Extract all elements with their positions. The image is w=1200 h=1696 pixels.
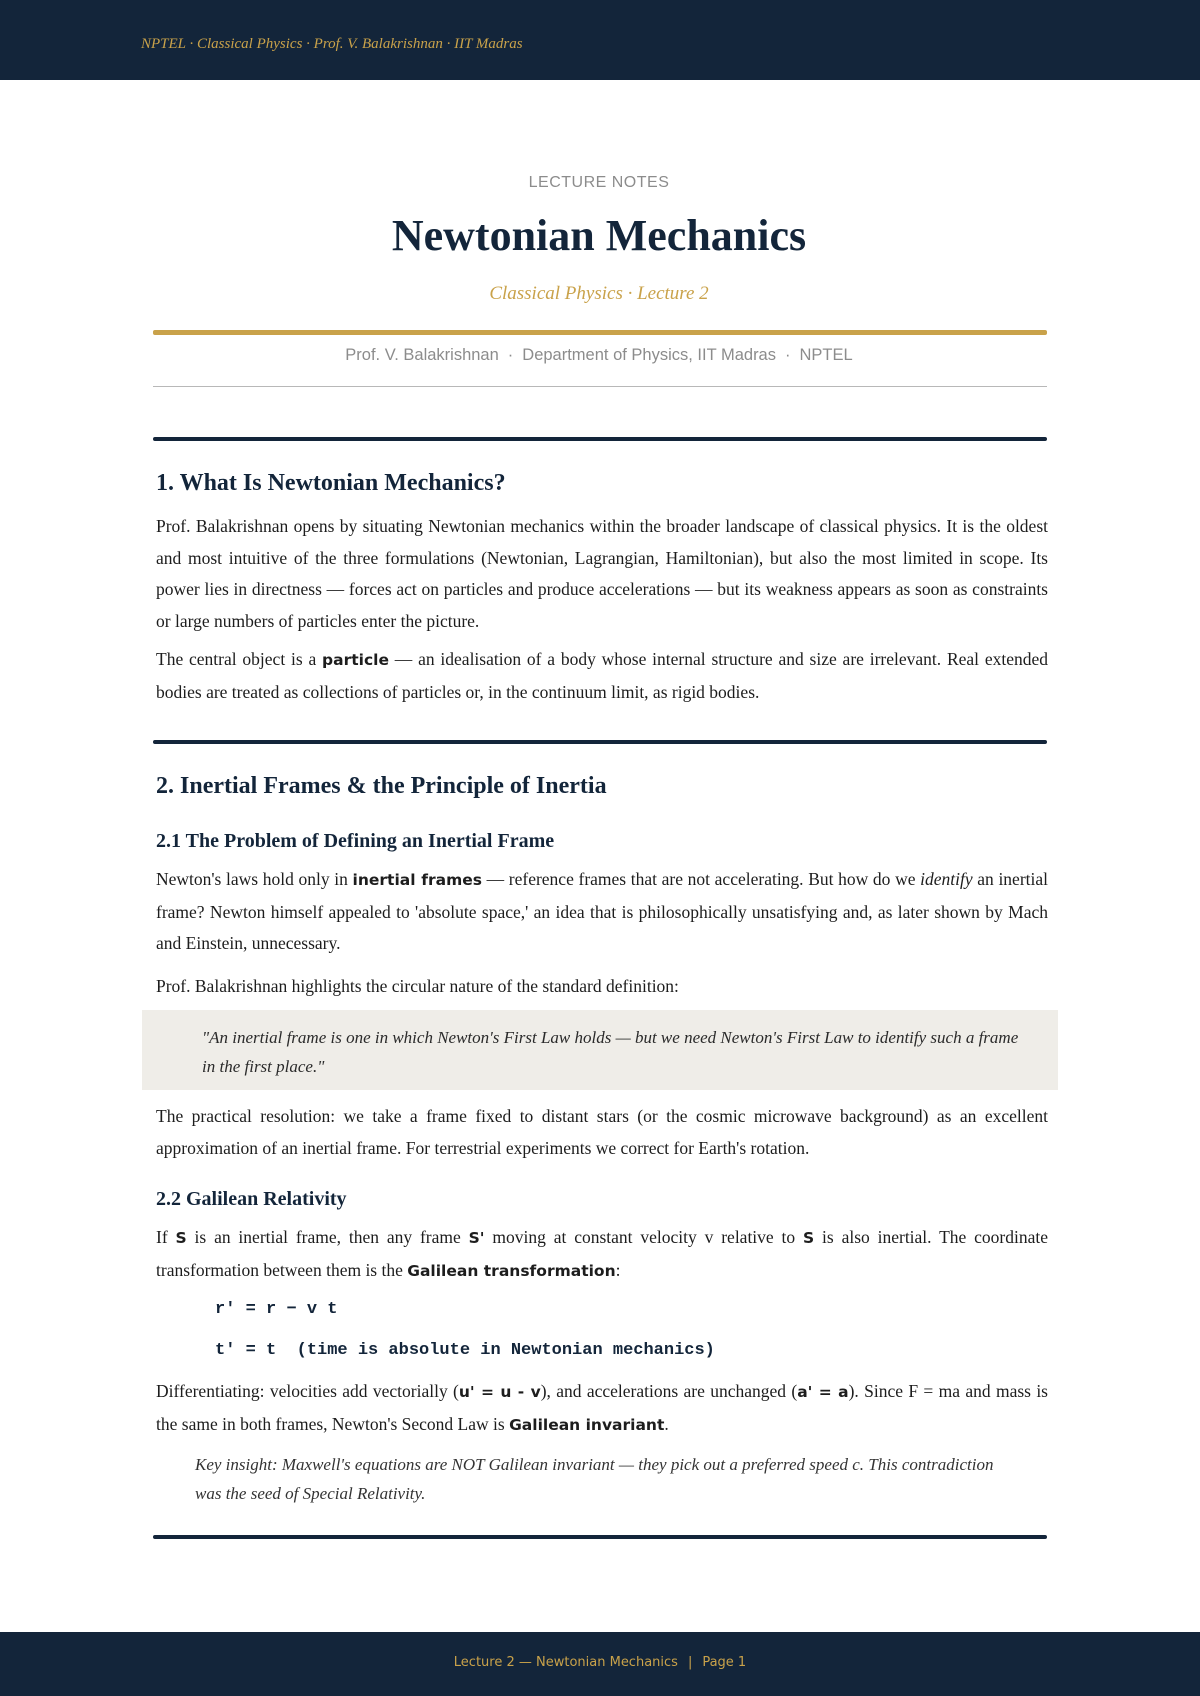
byline-separator: ·	[785, 346, 791, 364]
text-run: Newton's laws hold only in	[156, 869, 353, 889]
text-run: If	[156, 1227, 176, 1247]
blockquote	[142, 1010, 1058, 1090]
byline-separator: ·	[507, 346, 514, 364]
page-number: Page 1	[702, 1655, 747, 1670]
section-divider	[153, 1535, 1047, 1539]
grey-divider	[153, 386, 1047, 387]
text-run: Differentiating: velocities add vectorially (	[156, 1381, 459, 1401]
document-title: Newtonian Mechanics	[391, 211, 807, 260]
key-insight-note: Key insight: Maxwell's equations are NOT Galilean invariant — they pick out a preferred speed c. This contradiction was the seed of Special Relativity.	[195, 1455, 994, 1503]
running-header-bar	[0, 0, 1200, 80]
symbol-S-prime: S'	[468, 1229, 485, 1247]
subsection-2-1-paragraph-1	[156, 864, 1048, 960]
term-galilean-invariant: Galilean invariant	[509, 1415, 665, 1434]
lecture-notes-kicker: LECTURE NOTES	[528, 174, 670, 191]
author-name: Prof. V. Balakrishnan	[345, 346, 499, 364]
gold-divider	[153, 330, 1047, 335]
text-run: :	[615, 1259, 621, 1280]
footer-lecture-title: Lecture 2 — Newtonian Mechanics	[453, 1655, 678, 1670]
subsection-2-2-heading: 2.2 Galilean Relativity	[156, 1188, 347, 1210]
section-1-heading: 1. What Is Newtonian Mechanics?	[156, 470, 506, 496]
page-footer	[0, 1632, 1200, 1696]
section-2-heading: 2. Inertial Frames & the Principle of Inertia	[156, 773, 607, 799]
footer-divider: |	[687, 1655, 693, 1670]
document-subtitle: Classical Physics · Lecture 2	[489, 283, 709, 304]
subsection-2-1-heading: 2.1 The Problem of Defining an Inertial Frame	[156, 830, 555, 852]
term-galilean-transformation: Galilean transformation	[407, 1261, 616, 1280]
section-1-paragraph-2	[156, 644, 1048, 708]
blockquote-text: "An inertial frame is one in which Newton's First Law holds — but we need Newton's First Law to identify such a frame in the first place."	[202, 1028, 1019, 1076]
text-run: — an idealisation of a body whose internal structure and size are irrelevant. Real extended bodies are treated as collections of particles or, in the continuum limit, as rigid bodies.	[156, 649, 1048, 702]
text-run: The central object is a	[156, 649, 323, 669]
text-run: is an inertial frame, then any frame	[186, 1227, 469, 1247]
subsection-2-1-paragraph-2: Prof. Balakrishnan highlights the circular nature of the standard definition:	[156, 976, 679, 996]
emphasis-identify: identify	[920, 869, 973, 889]
text-run: an inertial frame? Newton himself appealed to 'absolute space,' an idea that is philosophically unsatisfying and, as later shown by Mach and Einstein, unnecessary.	[156, 869, 1049, 953]
section-divider	[153, 437, 1047, 441]
acceleration-invariance: a' = a	[797, 1383, 849, 1401]
term-particle: particle	[322, 651, 389, 669]
text-run: ), and accelerations are unchanged (	[540, 1381, 798, 1401]
subsection-2-2-paragraph-2	[156, 1376, 1048, 1441]
text-run: moving at constant velocity v relative to	[484, 1227, 804, 1247]
text-run: is also inertial. The coordinate transformation between them is the	[156, 1227, 1048, 1280]
symbol-S: S	[175, 1229, 187, 1247]
section-divider	[153, 740, 1047, 744]
term-inertial-frames: inertial frames	[352, 871, 482, 889]
text-run: ). Since F = ma and mass is the same in both frames, Newton's Second Law is	[156, 1381, 1048, 1434]
velocity-addition: u' = u - v	[458, 1383, 541, 1401]
byline	[153, 346, 1045, 365]
text-run: .	[664, 1413, 669, 1434]
platform: NPTEL	[799, 346, 853, 364]
equation-time: t' = t (time is absolute in Newtonian mechanics)	[215, 1341, 715, 1360]
affiliation: Department of Physics, IIT Madras	[522, 346, 776, 364]
subsection-2-1-paragraph-3: The practical resolution: we take a frame fixed to distant stars (or the cosmic microwave background) as an excellent approximation of an inertial frame. For terrestrial experiments we correct for Earth's rotation.	[156, 1106, 1048, 1158]
symbol-S: S	[803, 1229, 815, 1247]
running-head: NPTEL · Classical Physics · Prof. V. Balakrishnan · IIT Madras	[141, 36, 523, 52]
section-1-paragraph-1: Prof. Balakrishnan opens by situating Newtonian mechanics within the broader landscape of classical physics. It is the oldest and most intuitive of the three formulations (Newtonian, Lagrangian, Hamiltonian), but also the most limited in scope. Its power lies in directness — forces act on particles and produce accelerations — but its weakness appears as soon as constraints or large numbers of particles enter the picture.	[156, 516, 1048, 631]
subsection-2-2-paragraph-1	[156, 1222, 1048, 1287]
text-run: — reference frames that are not accelerating. But how do we	[481, 869, 921, 889]
equation-position: r' = r − v t	[215, 1300, 338, 1319]
footer-text	[0, 1655, 1200, 1670]
